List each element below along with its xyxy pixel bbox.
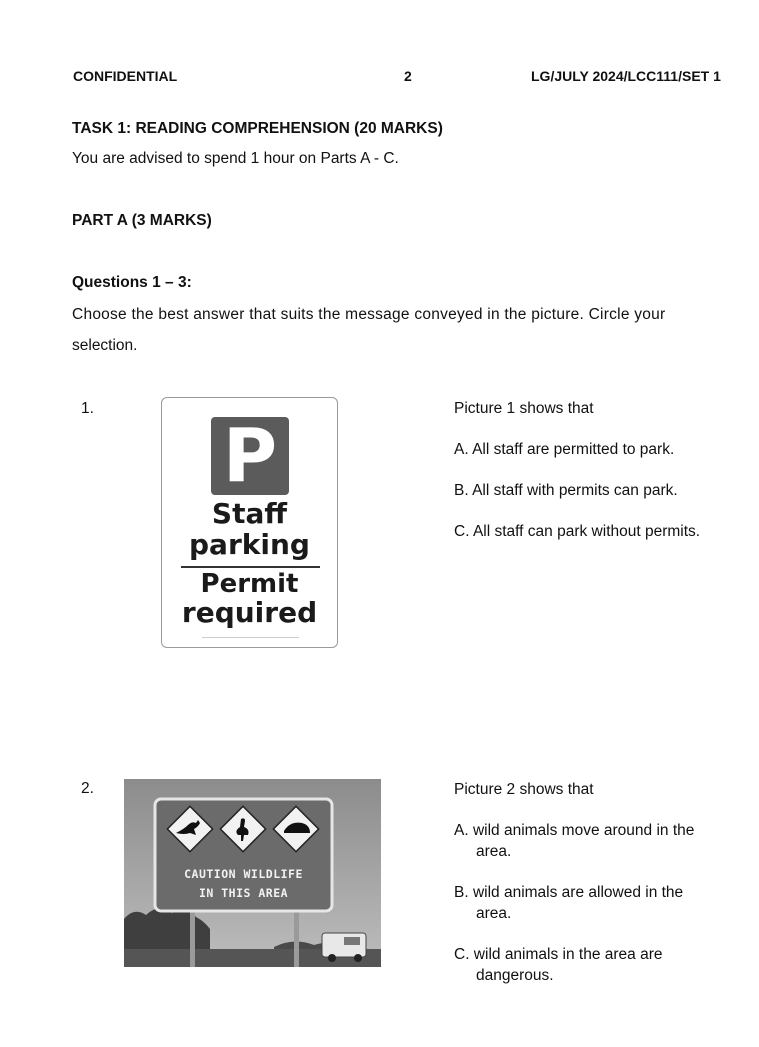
question-2-option-b[interactable]: B. wild animals are allowed in the (454, 884, 684, 901)
questions-label: Questions 1 – 3: (72, 274, 192, 291)
question-1-prompt: Picture 1 shows that (454, 400, 594, 417)
wildlife-caution-sign-photo (124, 779, 381, 967)
task-instruction: You are advised to spend 1 hour on Parts A - C. (72, 150, 399, 167)
question-2-option-b-cont[interactable]: area. (476, 905, 512, 922)
part-a-instruction: Choose the best answer that suits the message conveyed in the picture. Circle your (72, 306, 666, 323)
task-title: TASK 1: READING COMPREHENSION (20 MARKS) (72, 120, 443, 137)
question-1-option-a[interactable]: A. All staff are permitted to park. (454, 441, 675, 458)
part-a-instruction-cont: selection. (72, 337, 138, 354)
question-2-prompt: Picture 2 shows that (454, 781, 594, 798)
parking-p-icon: P (211, 417, 289, 495)
sign-text-permit: Permit (200, 569, 299, 599)
question-2-number: 2. (81, 780, 94, 797)
wildlife-sign-line2: IN THIS AREA (198, 886, 289, 900)
wildlife-sign-line1: CAUTION WILDLIFE (184, 867, 303, 881)
staff-parking-sign-image (161, 397, 338, 648)
question-2-option-a-cont[interactable]: area. (476, 843, 512, 860)
question-1-option-b[interactable]: B. All staff with permits can park. (454, 482, 678, 499)
question-2-option-c-cont[interactable]: dangerous. (476, 967, 554, 984)
sign-text-parking: parking (189, 528, 310, 561)
header-exam-code: LG/JULY 2024/LCC111/SET 1 (531, 68, 721, 84)
part-a-title: PART A (3 MARKS) (72, 212, 212, 229)
question-1-number: 1. (81, 400, 94, 417)
sign-text-staff: Staff (211, 497, 288, 530)
sign-fine-print (202, 637, 299, 638)
sign-divider (181, 566, 320, 568)
question-1-option-c[interactable]: C. All staff can park without permits. (454, 523, 701, 540)
sign-text-required: required (181, 596, 318, 629)
header-page-number: 2 (404, 68, 412, 84)
question-2-option-c[interactable]: C. wild animals in the area are (454, 946, 663, 963)
question-2-option-a[interactable]: A. wild animals move around in the (454, 822, 695, 839)
header-confidential: CONFIDENTIAL (73, 68, 178, 84)
